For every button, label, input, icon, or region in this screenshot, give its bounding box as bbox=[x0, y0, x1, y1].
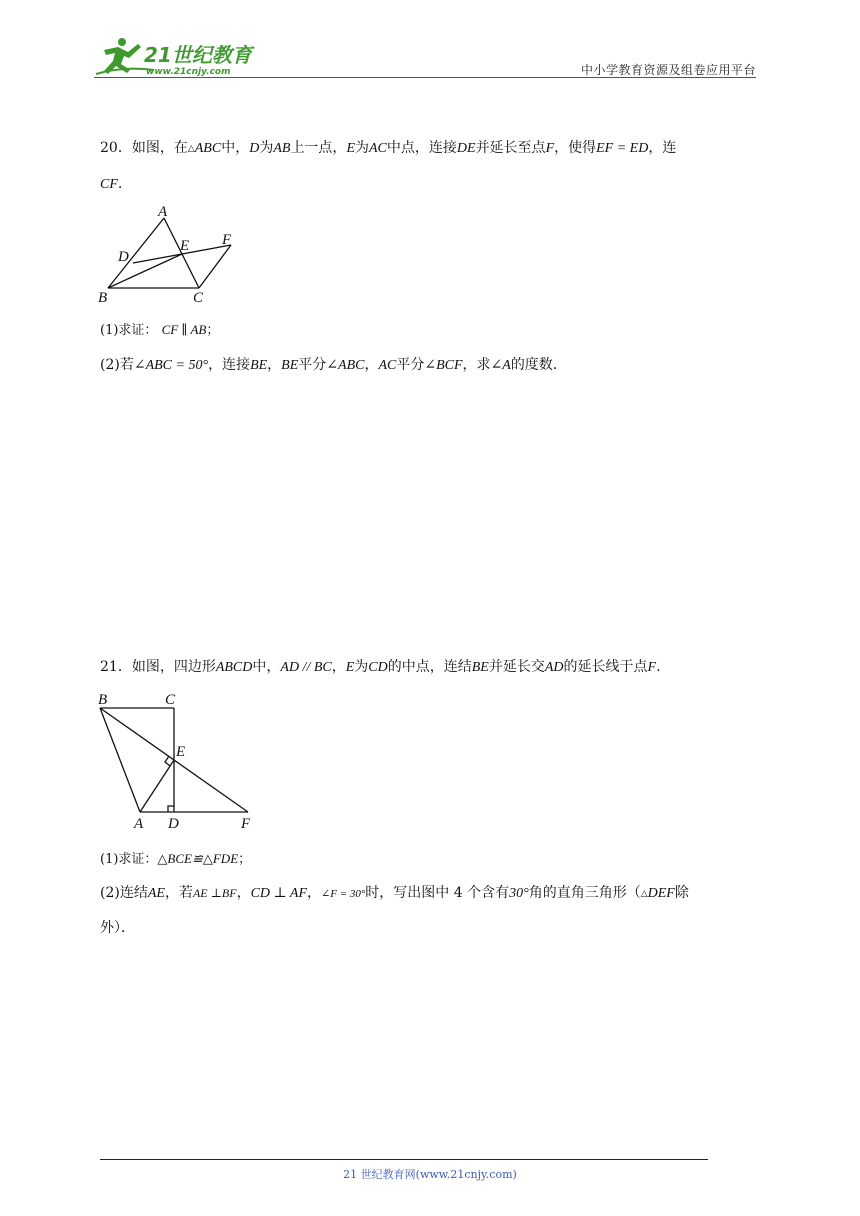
math: BE bbox=[250, 358, 268, 373]
site-logo bbox=[94, 36, 259, 78]
text: ， bbox=[331, 659, 346, 675]
q20-stem-line1 bbox=[100, 138, 676, 159]
text: 平分 bbox=[396, 357, 425, 373]
text: 的度数． bbox=[510, 357, 567, 373]
math: △BCE≌△FDE bbox=[157, 851, 239, 866]
text: ，连接 bbox=[208, 357, 251, 373]
text: ， bbox=[364, 357, 379, 373]
math: D bbox=[249, 141, 260, 156]
text: ； bbox=[206, 323, 220, 338]
q20-figure bbox=[96, 200, 246, 308]
label-a: A bbox=[134, 816, 144, 832]
label-e: E bbox=[176, 744, 186, 760]
q21-part2-continued bbox=[100, 918, 135, 938]
text: ，若 bbox=[164, 885, 193, 901]
q20-stem-line2 bbox=[100, 174, 122, 195]
text: ， bbox=[307, 885, 322, 901]
text: 为 bbox=[259, 140, 274, 156]
text: . bbox=[117, 176, 123, 192]
right-angle-mark-e bbox=[165, 756, 170, 766]
math: BE bbox=[281, 358, 299, 373]
text: 外）． bbox=[100, 920, 135, 936]
math: DE bbox=[456, 141, 476, 156]
math: E bbox=[346, 141, 355, 156]
footer-link[interactable]: 21 世纪教育网(www.21cnjy.com) bbox=[343, 1168, 517, 1181]
q21-stem-line1 bbox=[100, 657, 661, 678]
q20-part1 bbox=[100, 320, 219, 341]
text: 中点，连接 bbox=[386, 140, 457, 156]
text: 中， bbox=[221, 140, 250, 156]
math: ABC bbox=[194, 141, 222, 156]
text: 为 bbox=[355, 140, 369, 156]
logo-main-text: 21世纪教育 bbox=[144, 43, 252, 67]
text: ，连 bbox=[648, 140, 677, 156]
text: 除 bbox=[674, 885, 689, 901]
runner-logo-icon bbox=[94, 36, 259, 78]
triangle-symbol: △ bbox=[187, 143, 195, 153]
math: AD // BC bbox=[280, 660, 332, 675]
label-a: A bbox=[158, 204, 168, 220]
footer-divider bbox=[100, 1159, 708, 1160]
label-f: F bbox=[241, 816, 251, 832]
header-divider bbox=[94, 77, 756, 78]
text: (2)连结 bbox=[100, 885, 148, 901]
logo-url-text: www.21cnjy.com bbox=[146, 67, 231, 77]
text: 的延长线于点 bbox=[563, 659, 648, 675]
text: ，使得 bbox=[554, 140, 597, 156]
segment-ba bbox=[100, 708, 140, 812]
text: (1)求证： bbox=[100, 323, 158, 338]
platform-name: 中小学教育资源及组卷应用平台 bbox=[580, 63, 756, 77]
math: AC bbox=[369, 141, 387, 156]
q20-part2 bbox=[100, 355, 567, 376]
text: 平分 bbox=[298, 357, 327, 373]
math: ∠ABC = 50° bbox=[133, 358, 209, 373]
label-c: C bbox=[165, 692, 176, 708]
text: 并延长至点 bbox=[475, 140, 546, 156]
label-f: F bbox=[222, 232, 232, 248]
text: 21．如图，四边形 bbox=[100, 659, 216, 675]
math: AD bbox=[544, 660, 564, 675]
text: 时，写出图中 4 个含有 bbox=[365, 885, 510, 901]
math: ∠F = 30° bbox=[321, 888, 366, 900]
label-d: D bbox=[168, 816, 179, 832]
math: ∠A bbox=[490, 358, 511, 373]
segment-ae bbox=[140, 760, 174, 812]
text: 20．如图，在 bbox=[100, 140, 188, 156]
right-angle-mark-d bbox=[168, 806, 174, 812]
segment-ab bbox=[108, 218, 164, 288]
text: ； bbox=[238, 852, 252, 867]
text: ， bbox=[236, 885, 251, 901]
text: (1)求证： bbox=[100, 852, 158, 867]
math: 30° bbox=[509, 886, 529, 901]
math: ∠ABC bbox=[326, 358, 365, 373]
text: 上一点， bbox=[290, 140, 347, 156]
text: 角的直角三角形（ bbox=[528, 885, 641, 901]
math: AE bbox=[147, 886, 165, 901]
text: 的中点，连结 bbox=[387, 659, 472, 675]
text: . bbox=[656, 659, 661, 675]
label-b: B bbox=[98, 692, 108, 708]
math: AC bbox=[378, 358, 397, 373]
math: ∠BCF bbox=[424, 358, 463, 373]
text: 为 bbox=[354, 659, 369, 675]
math: EF = ED bbox=[596, 141, 649, 156]
q21-part2 bbox=[100, 883, 689, 904]
math: CD bbox=[368, 660, 388, 675]
math: DEF bbox=[647, 886, 675, 901]
label-e: E bbox=[180, 238, 190, 254]
math: AE ⊥BF bbox=[192, 886, 237, 900]
text: (2)若 bbox=[100, 357, 134, 373]
math: E bbox=[345, 660, 355, 675]
text: 中， bbox=[252, 659, 281, 675]
math: F bbox=[647, 660, 657, 675]
triangle-symbol: △ bbox=[640, 888, 648, 898]
math: CF ∥ AB bbox=[161, 322, 207, 337]
text: ， bbox=[267, 357, 282, 373]
math: ABCD bbox=[215, 660, 253, 675]
label-b: B bbox=[98, 290, 108, 306]
segment-cf bbox=[199, 245, 231, 288]
math: CF bbox=[100, 177, 118, 192]
math: CD ⊥ AF bbox=[250, 886, 308, 901]
label-d: D bbox=[118, 249, 129, 265]
label-c: C bbox=[193, 290, 204, 306]
math: BE bbox=[471, 660, 489, 675]
math: AB bbox=[273, 141, 291, 156]
math: F bbox=[545, 141, 555, 156]
q21-figure bbox=[96, 690, 256, 830]
q21-part1 bbox=[100, 849, 251, 870]
text: 并延长交 bbox=[488, 659, 545, 675]
text: ，求 bbox=[462, 357, 491, 373]
